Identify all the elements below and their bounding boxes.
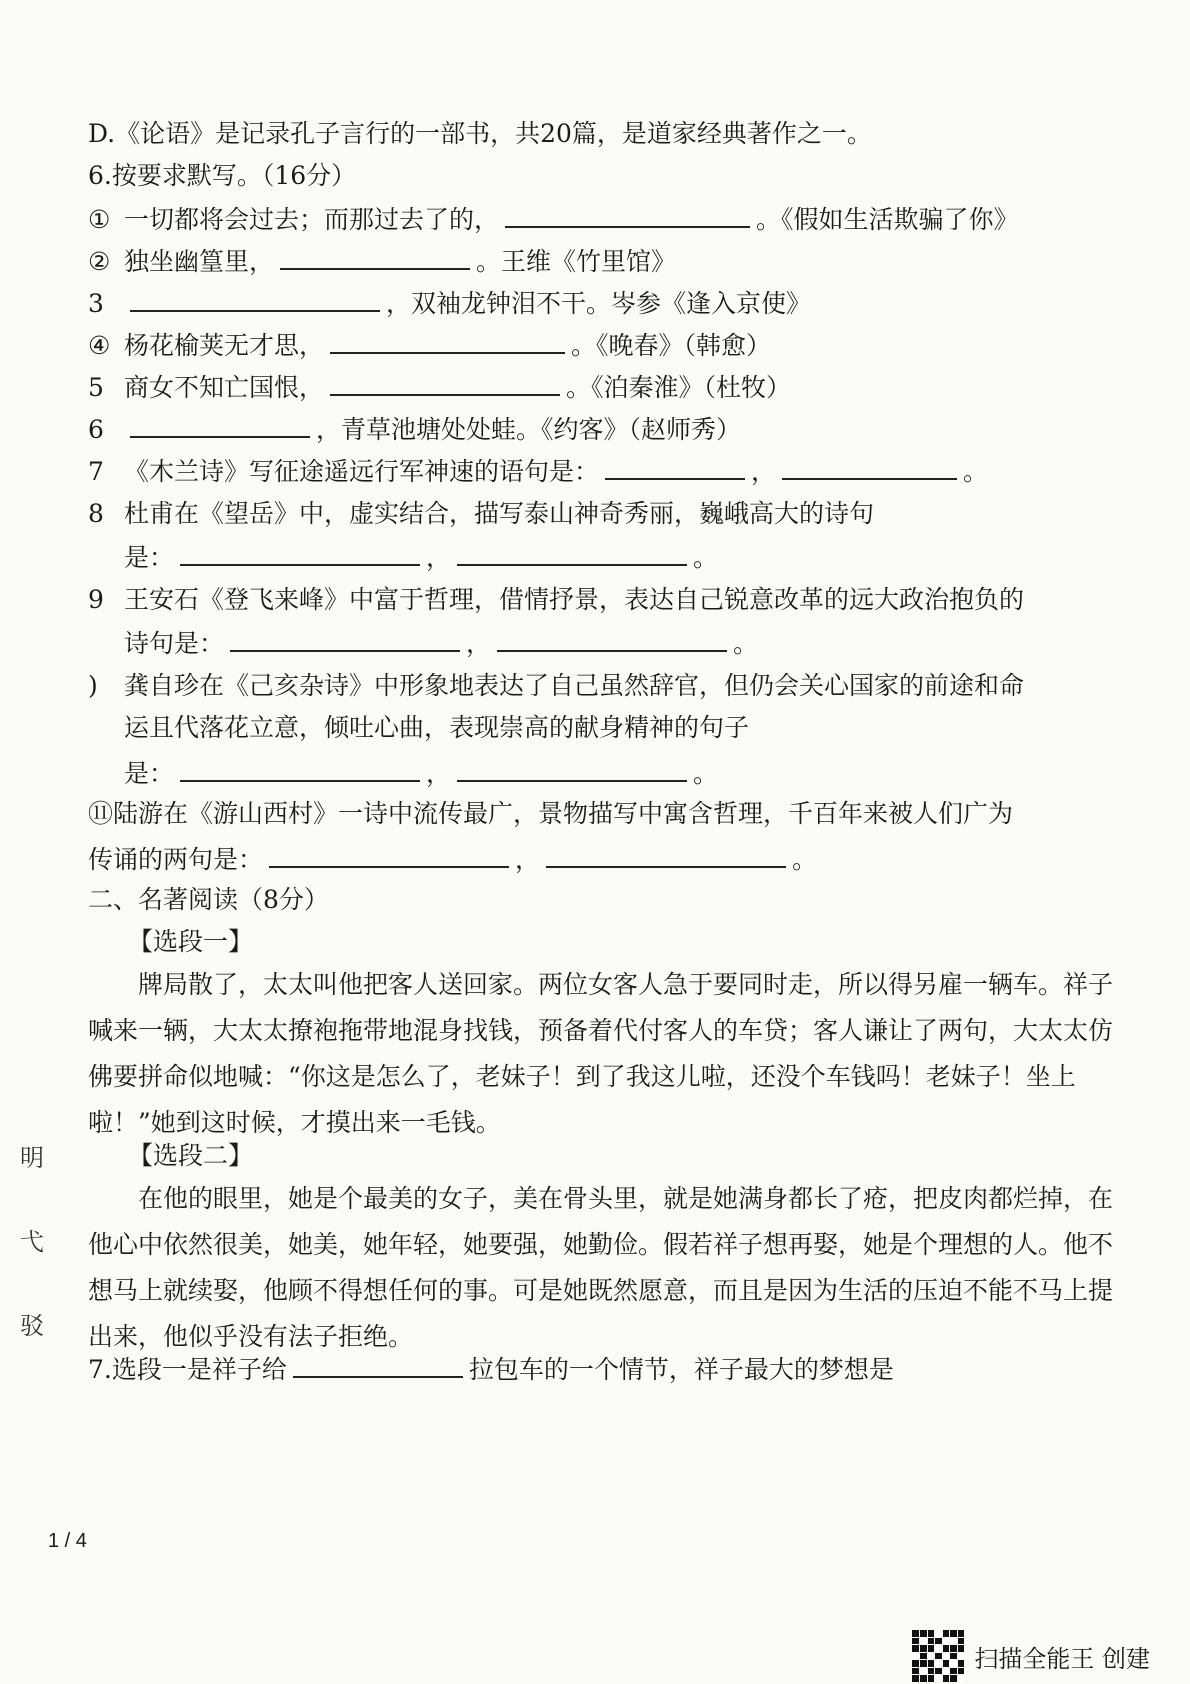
- scanner-watermark: [912, 1630, 1150, 1682]
- section-2-title: 二、名著阅读（8分）: [88, 885, 329, 914]
- margin-mark: 驳: [20, 1312, 44, 1340]
- dictation-3: 3 ，双袖龙钟泪不干。岑参《逢入京使》: [88, 286, 1130, 320]
- dictation-8: 8 杜甫在《望岳》中，虚实结合，描写泰山神奇秀丽，巍峨高大的诗句: [88, 499, 875, 528]
- dictation-11-answer: 传诵的两句是： ， 。: [88, 842, 1130, 876]
- dictation-10: ) 龚自珍在《己亥杂诗》中形象地表达了自己虽然辞官，但仍会关心国家的前途和命: [88, 671, 1025, 700]
- dictation-10-answer: 是： ， 。: [124, 756, 1130, 790]
- margin-mark: 弋: [20, 1228, 44, 1256]
- selection-2-title: 【选段二】: [128, 1141, 254, 1170]
- question-6-title: 6.按要求默写。（16分）: [88, 161, 357, 190]
- answer-blank[interactable]: [293, 1352, 463, 1378]
- margin-mark: 明: [20, 1144, 44, 1172]
- selection-2-text: 在他的眼里，她是个最美的女子，美在骨头里，就是她满身都长了疮，把皮肉都烂掉，在他心中依然很美，她美，她年轻，她要强，她勤俭。假若祥子想再娶，她是个理想的人。他不想马上就续娶，他顾不得想任何的事。可是她既然愿意，而且是因为生活的压迫不能不马上提出来，他似乎没有法子拒绝。: [88, 1184, 1114, 1351]
- dictation-1: ① 一切都将会过去；而那过去了的， 。《假如生活欺骗了你》: [88, 202, 1130, 236]
- answer-blank[interactable]: [269, 842, 509, 868]
- answer-blank[interactable]: [546, 842, 786, 868]
- answer-blank[interactable]: [330, 370, 560, 396]
- answer-blank[interactable]: [180, 540, 420, 566]
- selection-1-title: 【选段一】: [128, 927, 254, 956]
- dictation-4: ④ 杨花榆荚无才思， 。《晚春》（韩愈）: [88, 328, 1130, 362]
- brand-text: 扫描全能王 创建: [974, 1644, 1150, 1673]
- dictation-2: ② 独坐幽篁里， 。王维《竹里馆》: [88, 244, 1130, 278]
- dictation-9-answer: 诗句是： ， 。: [124, 626, 1130, 660]
- selection-1-text: 牌局散了，太太叫他把客人送回家。两位女客人急于要同时走，所以得另雇一辆车。祥子喊来一辆，大太太撩袍拖带地混身找钱，预备着代付客人的车贷；客人谦让了两句，大太太仿佛要拼命似地喊：“你这是怎么了，老妹子！到了我这儿啦，还没个车钱吗！老妹子！坐上啦！”她到这时候，才摸出来一毛钱。: [88, 970, 1114, 1137]
- answer-blank[interactable]: [230, 626, 460, 652]
- answer-blank[interactable]: [497, 626, 727, 652]
- dictation-7: 7 《木兰诗》写征途遥远行军神速的语句是： ， 。: [88, 454, 1130, 488]
- answer-blank[interactable]: [457, 756, 687, 782]
- answer-blank[interactable]: [180, 756, 420, 782]
- dictation-6: 6 ，青草池塘处处蛙。《约客》（赵师秀）: [88, 412, 1130, 446]
- dictation-11: ⑪陆游在《游山西村》一诗中流传最广，景物描写中寓含哲理，千百年来被人们广为: [88, 799, 1014, 828]
- question-7: 7.选段一是祥子给 拉包车的一个情节，祥子最大的梦想是: [88, 1352, 1130, 1386]
- answer-blank[interactable]: [280, 244, 470, 270]
- page-number: 1 / 4: [48, 1530, 87, 1552]
- answer-blank[interactable]: [130, 412, 310, 438]
- option-d: D.《论语》是记录孔子言行的一部书，共20篇，是道家经典著作之一。: [88, 119, 872, 148]
- qr-code-icon: [912, 1630, 964, 1682]
- dictation-8-answer: 是： ， 。: [124, 540, 1130, 574]
- dictation-9: 9 王安石《登飞来峰》中富于哲理，借情抒景，表达自己锐意改革的远大政治抱负的: [88, 585, 1025, 614]
- answer-blank[interactable]: [505, 202, 750, 228]
- answer-blank[interactable]: [782, 454, 957, 480]
- dictation-10-cont: 运且代落花立意，倾吐心曲，表现崇高的献身精神的句子: [124, 713, 750, 742]
- answer-blank[interactable]: [330, 328, 565, 354]
- answer-blank[interactable]: [605, 454, 745, 480]
- answer-blank[interactable]: [130, 286, 380, 312]
- answer-blank[interactable]: [457, 540, 687, 566]
- dictation-5: 5 商女不知亡国恨， 。《泊秦淮》（杜牧）: [88, 370, 1130, 404]
